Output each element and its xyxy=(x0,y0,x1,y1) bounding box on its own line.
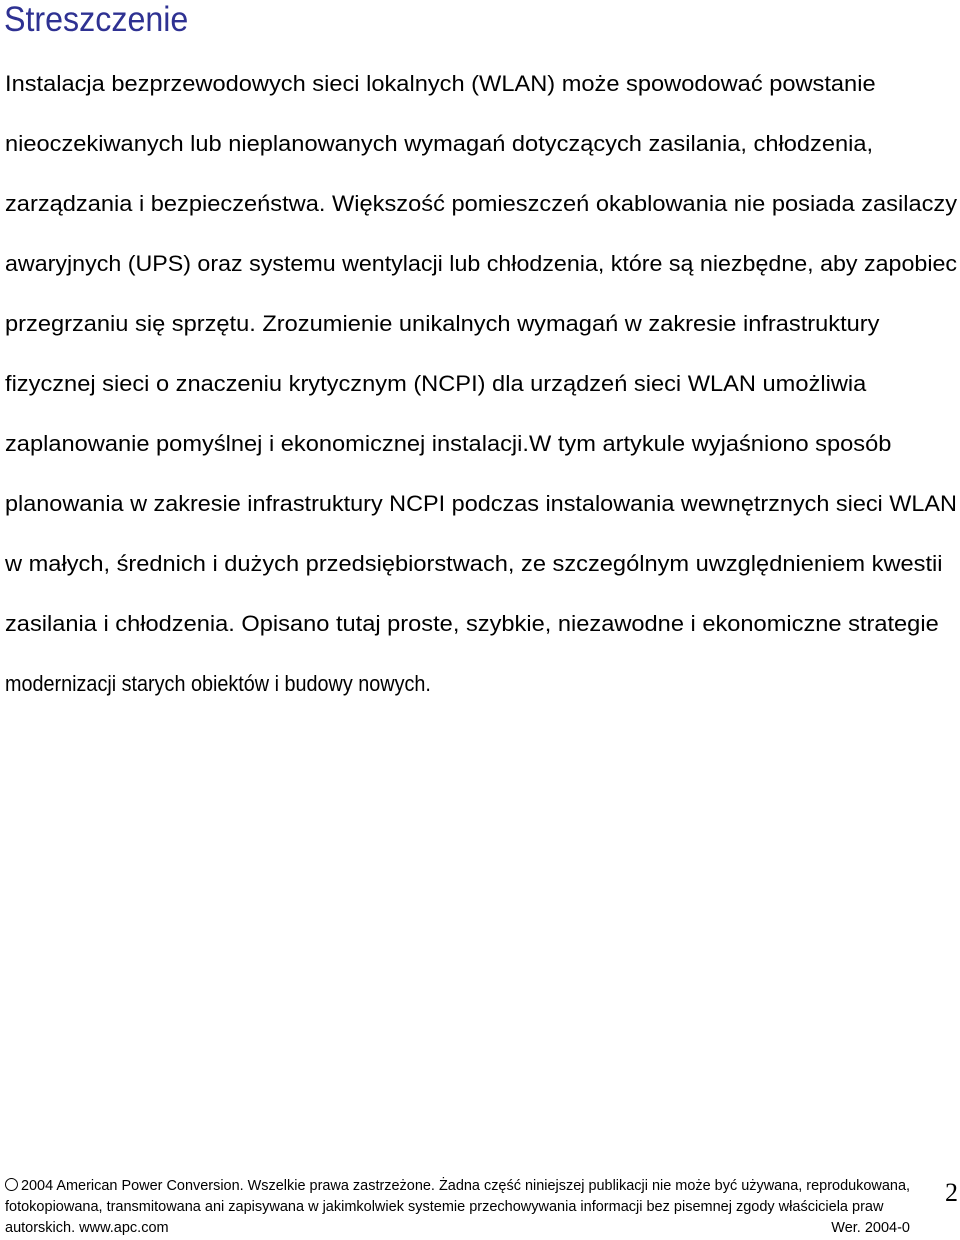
footer-website-line xyxy=(5,1218,956,1239)
copyright-icon xyxy=(5,1178,18,1191)
summary-line-text: planowania w zakresie infrastruktury NCPI podczas instalowania wewnętrznych sieci WLAN xyxy=(5,491,957,516)
summary-line-text: zaplanowanie pomyślnej i ekonomicznej instalacji.W tym artykule wyjaśniono sposób xyxy=(5,431,892,456)
summary-line xyxy=(5,414,959,474)
summary-line xyxy=(5,474,959,534)
page-title: Streszczenie xyxy=(4,0,189,39)
footer-rights-text: fotokopiowana, transmitowana ani zapisywana w jakimkolwiek systemie przechowywania informacji bez pisemnej zgody właściciela praw xyxy=(5,1199,884,1215)
summary-line-last xyxy=(5,654,959,714)
summary-line-text: przegrzaniu się sprzętu. Zrozumienie unikalnych wymagań w zakresie infrastruktury xyxy=(5,311,880,336)
summary-line-text: zasilania i chłodzenia. Opisano tutaj proste, szybkie, niezawodne i ekonomiczne strategie xyxy=(5,611,939,636)
summary-line xyxy=(5,354,959,414)
summary-line-text: fizycznej sieci o znaczeniu krytycznym (NCPI) dla urządzeń sieci WLAN umożliwia xyxy=(5,371,867,396)
summary-line xyxy=(5,54,959,114)
summary-line-text: modernizacji starych obiektów i budowy nowych. xyxy=(5,671,431,696)
summary-line xyxy=(5,114,959,174)
summary-line-text: zarządzania i bezpieczeństwa. Większość pomieszczeń okablowania nie posiada zasilaczy xyxy=(5,191,958,216)
page-number: 2 xyxy=(945,1178,958,1207)
summary-line xyxy=(5,294,959,354)
summary-line-text: awaryjnych (UPS) oraz systemu wentylacji lub chłodzenia, które są niezbędne, aby zapobiec xyxy=(5,251,958,276)
summary-line xyxy=(5,174,959,234)
footer xyxy=(5,1176,956,1240)
footer-copyright-line xyxy=(5,1176,956,1197)
summary-paragraph xyxy=(5,54,959,714)
summary-line-text: w małych, średnich i dużych przedsiębiorstwach, ze szczególnym uwzględnieniem kwestii xyxy=(5,551,943,576)
summary-line xyxy=(5,534,959,594)
footer-website-text[interactable]: autorskich. www.apc.com xyxy=(5,1220,169,1236)
summary-line-text: nieoczekiwanych lub nieplanowanych wymagań dotyczących zasilania, chłodzenia, xyxy=(5,131,874,156)
footer-rights-line xyxy=(5,1197,956,1218)
summary-line xyxy=(5,594,959,654)
summary-line xyxy=(5,234,959,294)
footer-copyright-text: 2004 American Power Conversion. Wszelkie prawa zastrzeżone. Żadna część niniejszej publikacji nie może być używana, reprodukowana, xyxy=(20,1178,911,1194)
summary-line-text: Instalacja bezprzewodowych sieci lokalnych (WLAN) może spowodować powstanie xyxy=(5,71,876,96)
version-label: Wer. 2004-0 xyxy=(831,1220,910,1236)
